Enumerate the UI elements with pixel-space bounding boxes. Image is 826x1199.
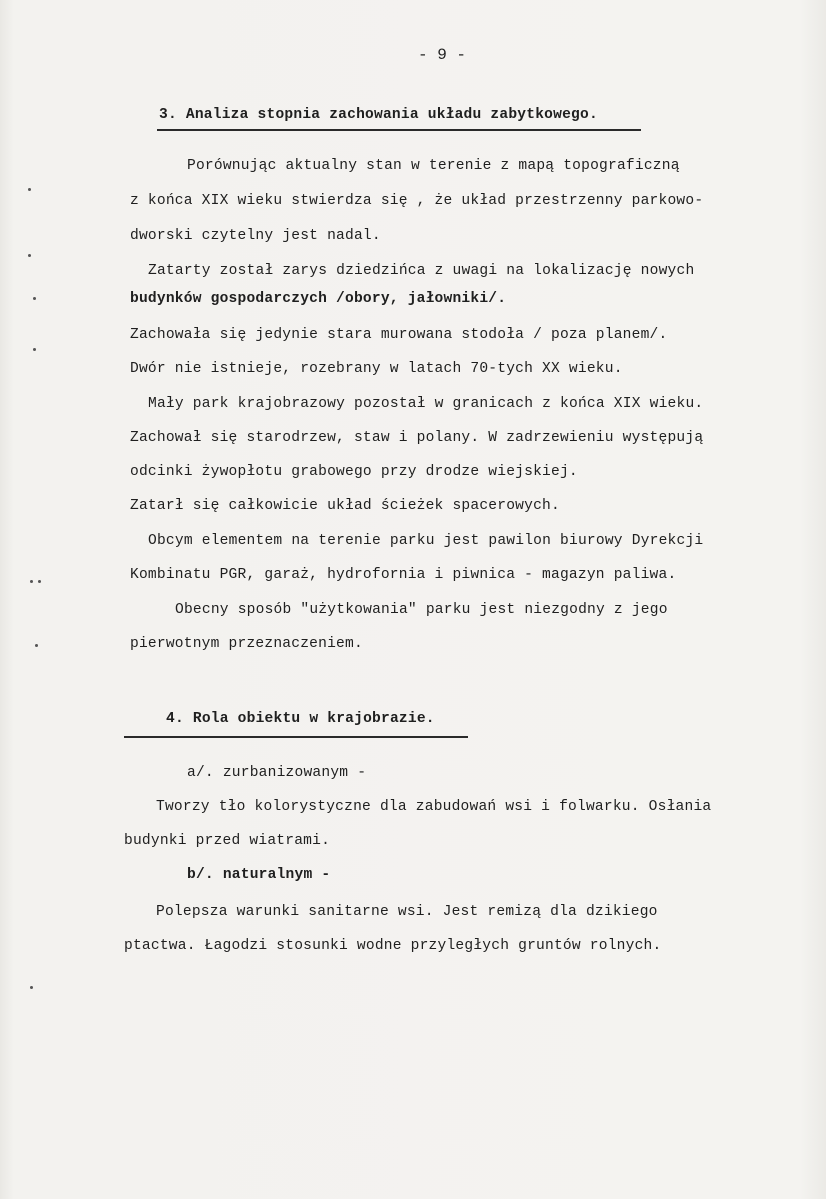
body-line: budynki przed wiatrami. xyxy=(124,833,331,849)
body-line: Mały park krajobrazowy pozostał w granicach z końca XIX wieku. xyxy=(148,396,704,412)
body-line: Zatarł się całkowicie układ ścieżek spacerowych. xyxy=(130,498,560,514)
section-4-heading: 4. Rola obiektu w krajobrazie. xyxy=(166,711,435,727)
section-3-heading-underline xyxy=(157,129,641,131)
body-line: ptactwa. Łagodzi stosunki wodne przyległych gruntów rolnych. xyxy=(124,938,662,954)
subsection-label: b/. naturalnym - xyxy=(187,867,331,883)
body-line: Polepsza warunki sanitarne wsi. Jest remizą dla dzikiego xyxy=(156,904,658,920)
margin-mark xyxy=(38,580,41,583)
body-line: Obcym elementem na terenie parku jest pawilon biurowy Dyrekcji xyxy=(148,533,704,549)
body-line: Zatarty został zarys dziedzińca z uwagi na lokalizację nowych xyxy=(148,263,695,279)
section-4-heading-underline xyxy=(124,736,468,738)
body-line: Porównując aktualny stan w terenie z mapą topograficzną xyxy=(187,158,680,174)
subsection-label: a/. zurbanizowanym - xyxy=(187,765,367,781)
body-line: pierwotnym przeznaczeniem. xyxy=(130,636,363,652)
margin-mark xyxy=(33,348,36,351)
body-line: Obecny sposób "użytkowania" parku jest niezgodny z jego xyxy=(175,602,668,618)
body-line: odcinki żywopłotu grabowego przy drodze wiejskiej. xyxy=(130,464,578,480)
margin-mark xyxy=(35,644,38,647)
body-line: Dwór nie istnieje, rozebrany w latach 70-tych XX wieku. xyxy=(130,361,623,377)
section-3-heading: 3. Analiza stopnia zachowania układu zabytkowego. xyxy=(159,107,598,123)
page-number: - 9 - xyxy=(418,46,467,64)
body-line: Kombinatu PGR, garaż, hydrofornia i piwnica - magazyn paliwa. xyxy=(130,567,677,583)
body-line: Zachowała się jedynie stara murowana stodoła / poza planem/. xyxy=(130,327,668,343)
margin-mark xyxy=(28,254,31,257)
body-line: Tworzy tło kolorystyczne dla zabudowań wsi i folwarku. Osłania xyxy=(156,799,712,815)
body-line: budynków gospodarczych /obory, jałowniki/. xyxy=(130,291,507,307)
margin-mark xyxy=(30,580,33,583)
body-line: z końca XIX wieku stwierdza się , że układ przestrzenny parkowo- xyxy=(130,193,704,209)
margin-mark xyxy=(30,986,33,989)
body-line: dworski czytelny jest nadal. xyxy=(130,228,381,244)
body-line: Zachował się starodrzew, staw i polany. W zadrzewieniu występują xyxy=(130,430,704,446)
margin-mark xyxy=(28,188,31,191)
margin-mark xyxy=(33,297,36,300)
